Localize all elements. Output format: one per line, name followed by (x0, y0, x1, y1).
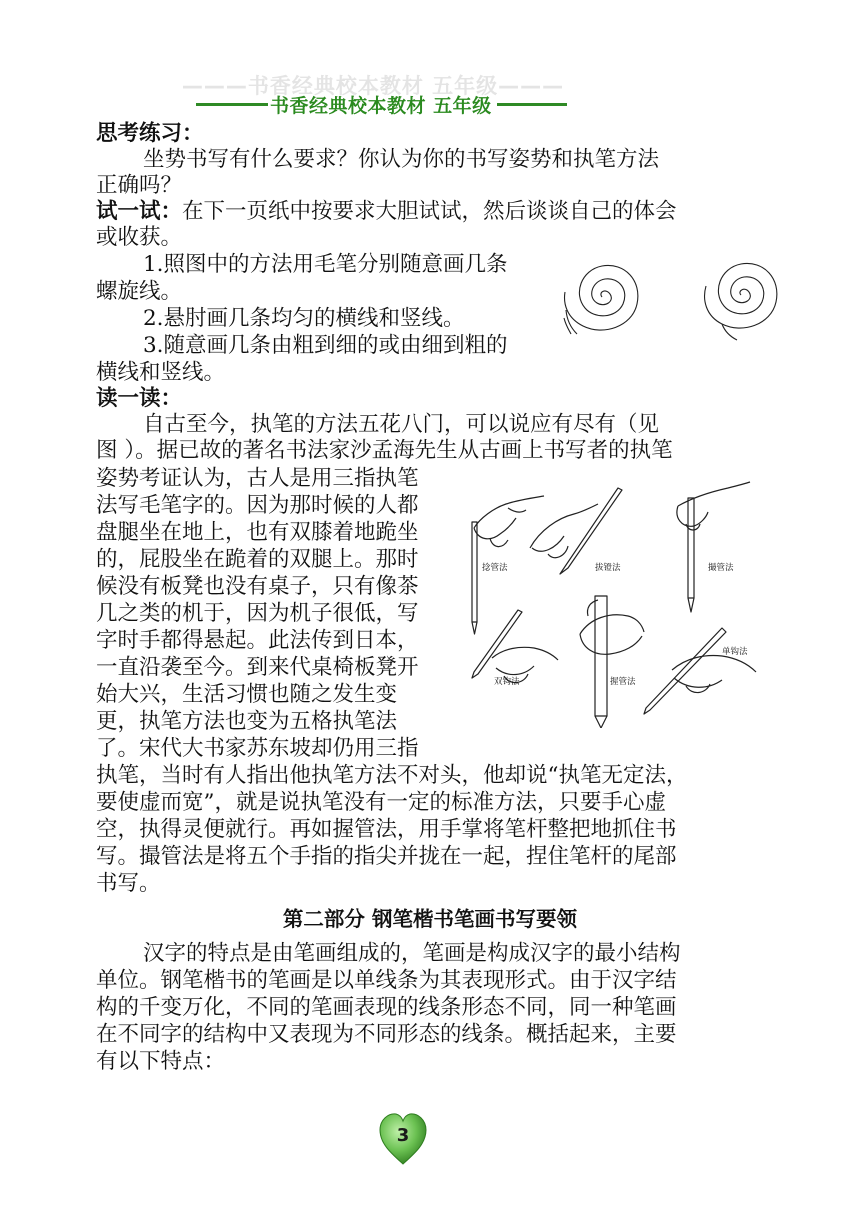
read-line: 了。宋代大书家苏东坡却仍用三指 (96, 736, 419, 761)
section2-line: 构的千变万化，不同的笔画表现的线条形态不同，同一种笔画 (96, 995, 677, 1020)
try-heading: 试一试： (96, 199, 183, 224)
read-line: 书写。 (96, 871, 161, 896)
read-line: 空，执得灵便就行。再如握管法，用手掌将笔杆整把地抓住书 (96, 817, 677, 842)
header-rule-right (497, 103, 567, 106)
try-line: 或收获。 (96, 225, 183, 250)
read-line: 更，执笔方法也变为五格执笔法 (96, 709, 398, 734)
brush-2 (560, 488, 622, 574)
try-line: 横线和竖线。 (96, 360, 226, 385)
think-heading: 思考练习： (96, 121, 204, 146)
read-line: 写。撮管法是将五个手指的指尖并拢在一起，捏住笔杆的尾部 (96, 844, 677, 869)
figure-label: 握管法 (610, 677, 636, 687)
try-line: 1.照图中的方法用毛笔分别随意画几条 (143, 252, 508, 277)
section2-line: 在不同字的结构中又表现为不同形态的线条。概括起来，主要 (96, 1022, 677, 1047)
brush-5 (595, 596, 607, 716)
page-number-leaf-icon (378, 1110, 428, 1166)
section2-line: 单位。钢笔楷书的笔画是以单线条为其表现形式。由于汉字结 (96, 968, 677, 993)
think-line: 正确吗？ (96, 173, 183, 198)
brush-holding-illustration (460, 478, 760, 728)
read-heading: 读一读： (96, 386, 183, 411)
read-line: 候没有板凳也没有桌子，只有像茶 (96, 574, 419, 599)
figure-label: 捻管法 (482, 563, 508, 573)
read-line: 字时手都得悬起。此法传到日本， (96, 628, 419, 653)
spiral-illustration (555, 248, 785, 348)
page-number: 3 (396, 1125, 410, 1146)
read-line: 图 ）。据已故的著名书法家沙孟海先生从古画上书写者的执笔 (96, 438, 673, 463)
figure-label: 双钩法 (494, 677, 520, 687)
read-line: 法写毛笔字的。因为那时候的人都 (96, 493, 419, 518)
read-line: 自古至今，执笔的方法五花八门，可以说应有尽有（见 (143, 412, 660, 437)
spiral-left (565, 265, 638, 330)
try-first-text: 在下一页纸中按要求大胆试试，然后谈谈自己的体会 (182, 199, 677, 224)
think-line: 坐势书写有什么要求？你认为你的书写姿势和执笔方法 (143, 147, 660, 172)
read-line: 始大兴，生活习惯也随之发生变 (96, 682, 398, 707)
read-line: 要使虚而宽”，就是说执笔没有一定的标准方法，只要手心虚 (96, 790, 666, 815)
brush-4 (472, 610, 522, 678)
read-line: 姿势考证认为，古人是用三指执笔 (96, 466, 419, 491)
try-first-line (96, 199, 677, 225)
section2-line: 汉字的特点是由笔画组成的，笔画是构成汉字的最小结构 (143, 941, 681, 966)
section-title: 第二部分 钢笔楷书笔画书写要领 (282, 907, 578, 931)
try-line: 3.随意画几条由粗到细的或由细到粗的 (143, 333, 508, 358)
figure-label: 单钩法 (722, 647, 748, 657)
brush-3 (688, 498, 694, 598)
read-line: 执笔，当时有人指出他执笔方法不对头，他却说“执笔无定法， (96, 763, 688, 788)
read-line: 的，屁股坐在跪着的双腿上。那时 (96, 547, 419, 572)
try-line: 螺旋线。 (96, 279, 183, 304)
read-line: 几之类的机于，因为机子很低，写 (96, 601, 419, 626)
read-line: 一直沿袭至今。到来代桌椅板凳开 (96, 655, 419, 680)
figure-label: 撮管法 (708, 563, 734, 573)
try-line: 2.悬肘画几条均匀的横线和竖线。 (143, 306, 465, 331)
header-rule-left (196, 103, 268, 106)
read-line: 盘腿坐在地上，也有双膝着地跪坐 (96, 520, 419, 545)
header-ghost-text: ———书香经典校本教材 五年级——— (181, 74, 565, 98)
brush-1 (472, 522, 477, 622)
brush-6 (644, 628, 726, 714)
header-title: 书香经典校本教材 五年级 (270, 95, 492, 117)
figure-label: 拔镫法 (595, 563, 621, 573)
spiral-right (705, 263, 777, 328)
section2-line: 有以下特点： (96, 1049, 226, 1074)
